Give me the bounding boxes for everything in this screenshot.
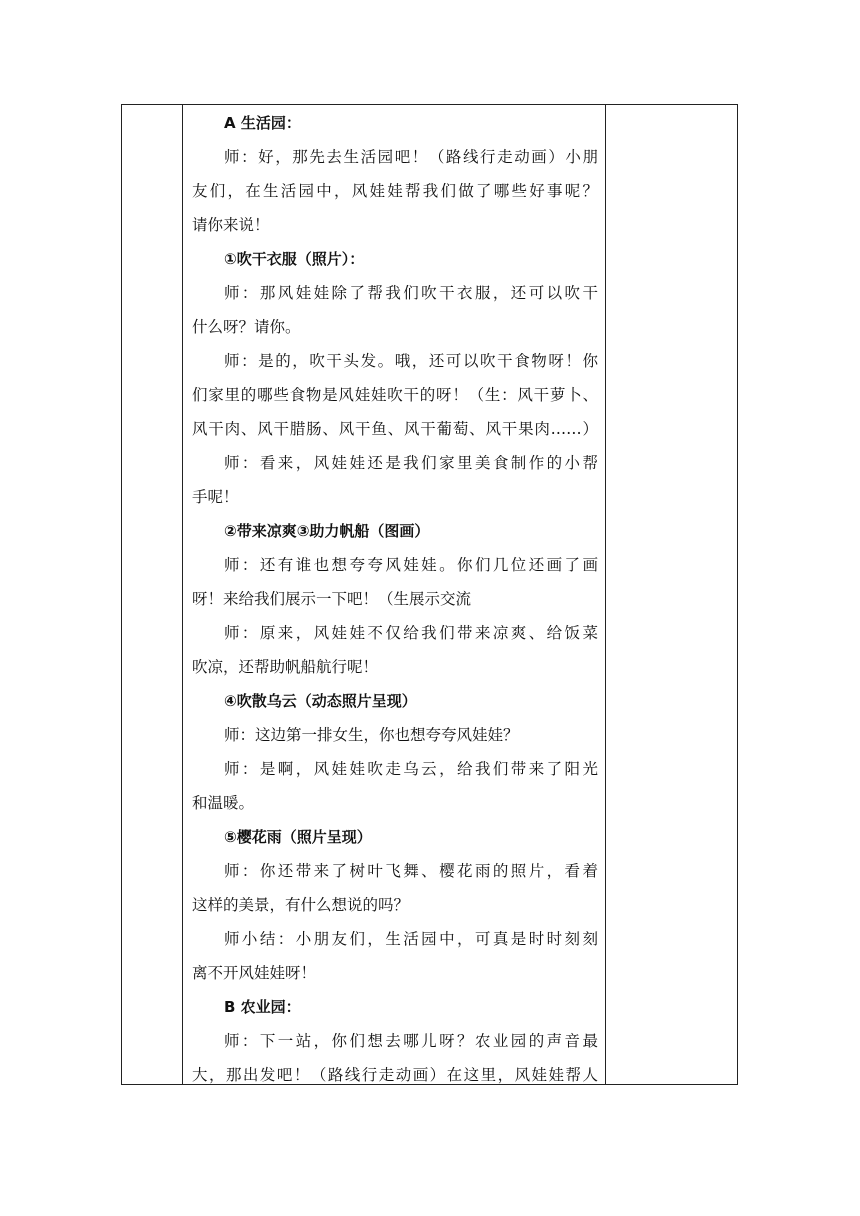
paragraph-line: 什么呀？请你。 bbox=[192, 318, 301, 336]
column-divider-left bbox=[182, 105, 183, 1084]
paragraph-line: 们家里的哪些食物是风娃娃吹干的呀！（生：风干萝卜、 bbox=[192, 386, 598, 404]
paragraph-line: 师：你还带来了树叶飞舞、樱花雨的照片，看着 bbox=[224, 862, 598, 880]
column-divider-right bbox=[605, 105, 606, 1084]
paragraph-line: 师：是的，吹干头发。哦，还可以吹干食物呀！你 bbox=[224, 352, 598, 370]
paragraph-line: 吹凉，还帮助帆船航行呢！ bbox=[192, 658, 379, 676]
paragraph-line: 师：是啊，风娃娃吹走乌云，给我们带来了阳光 bbox=[224, 760, 598, 778]
paragraph-line: 师：还有谁也想夸夸风娃娃。你们几位还画了画 bbox=[224, 556, 598, 574]
paragraph-line: 请你来说！ bbox=[192, 216, 270, 234]
lesson-content-cell bbox=[184, 105, 604, 1084]
paragraph-line: 大，那出发吧！（路线行走动画）在这里，风娃娃帮人 bbox=[192, 1066, 598, 1084]
paragraph-line: 风干肉、风干腊肠、风干鱼、风干葡萄、风干果肉……） bbox=[192, 420, 598, 438]
subheading-dry-clothes: ①吹干衣服（照片）： bbox=[224, 250, 365, 268]
subheading-cool-sailboat: ②带来凉爽③助力帆船（图画） bbox=[224, 522, 430, 540]
paragraph-line: 离不开风娃娃呀！ bbox=[192, 964, 317, 982]
subheading-cherry-rain: ⑤樱花雨（照片呈现） bbox=[224, 828, 372, 846]
lesson-table bbox=[121, 104, 738, 1085]
paragraph-line: 师：好，那先去生活园吧！（路线行走动画）小朋 bbox=[224, 148, 598, 166]
paragraph-line: 师小结：小朋友们，生活园中，可真是时时刻刻 bbox=[224, 930, 598, 948]
paragraph-line: 这样的美景，有什么想说的吗？ bbox=[192, 896, 410, 914]
subheading-blow-clouds: ④吹散乌云（动态照片呈现） bbox=[224, 692, 417, 710]
section-heading-farm-garden: B 农业园： bbox=[224, 998, 301, 1016]
paragraph-line: 友们，在生活园中，风娃娃帮我们做了哪些好事呢？ bbox=[192, 182, 598, 200]
paragraph-line: 师：那风娃娃除了帮我们吹干衣服，还可以吹干 bbox=[224, 284, 598, 302]
paragraph-line: 师：下一站，你们想去哪儿呀？农业园的声音最 bbox=[224, 1032, 598, 1050]
paragraph-line: 师：这边第一排女生，你也想夸夸风娃娃？ bbox=[224, 726, 519, 744]
paragraph-line: 呀！来给我们展示一下吧！（生展示交流 bbox=[192, 590, 472, 608]
paragraph-line: 师：原来，风娃娃不仅给我们带来凉爽、给饭菜 bbox=[224, 624, 598, 642]
paragraph-line: 师：看来，风娃娃还是我们家里美食制作的小帮 bbox=[224, 454, 598, 472]
paragraph-line: 和温暖。 bbox=[192, 794, 255, 812]
section-heading-life-garden: A 生活园： bbox=[224, 114, 301, 132]
paragraph-line: 手呢！ bbox=[192, 488, 239, 506]
